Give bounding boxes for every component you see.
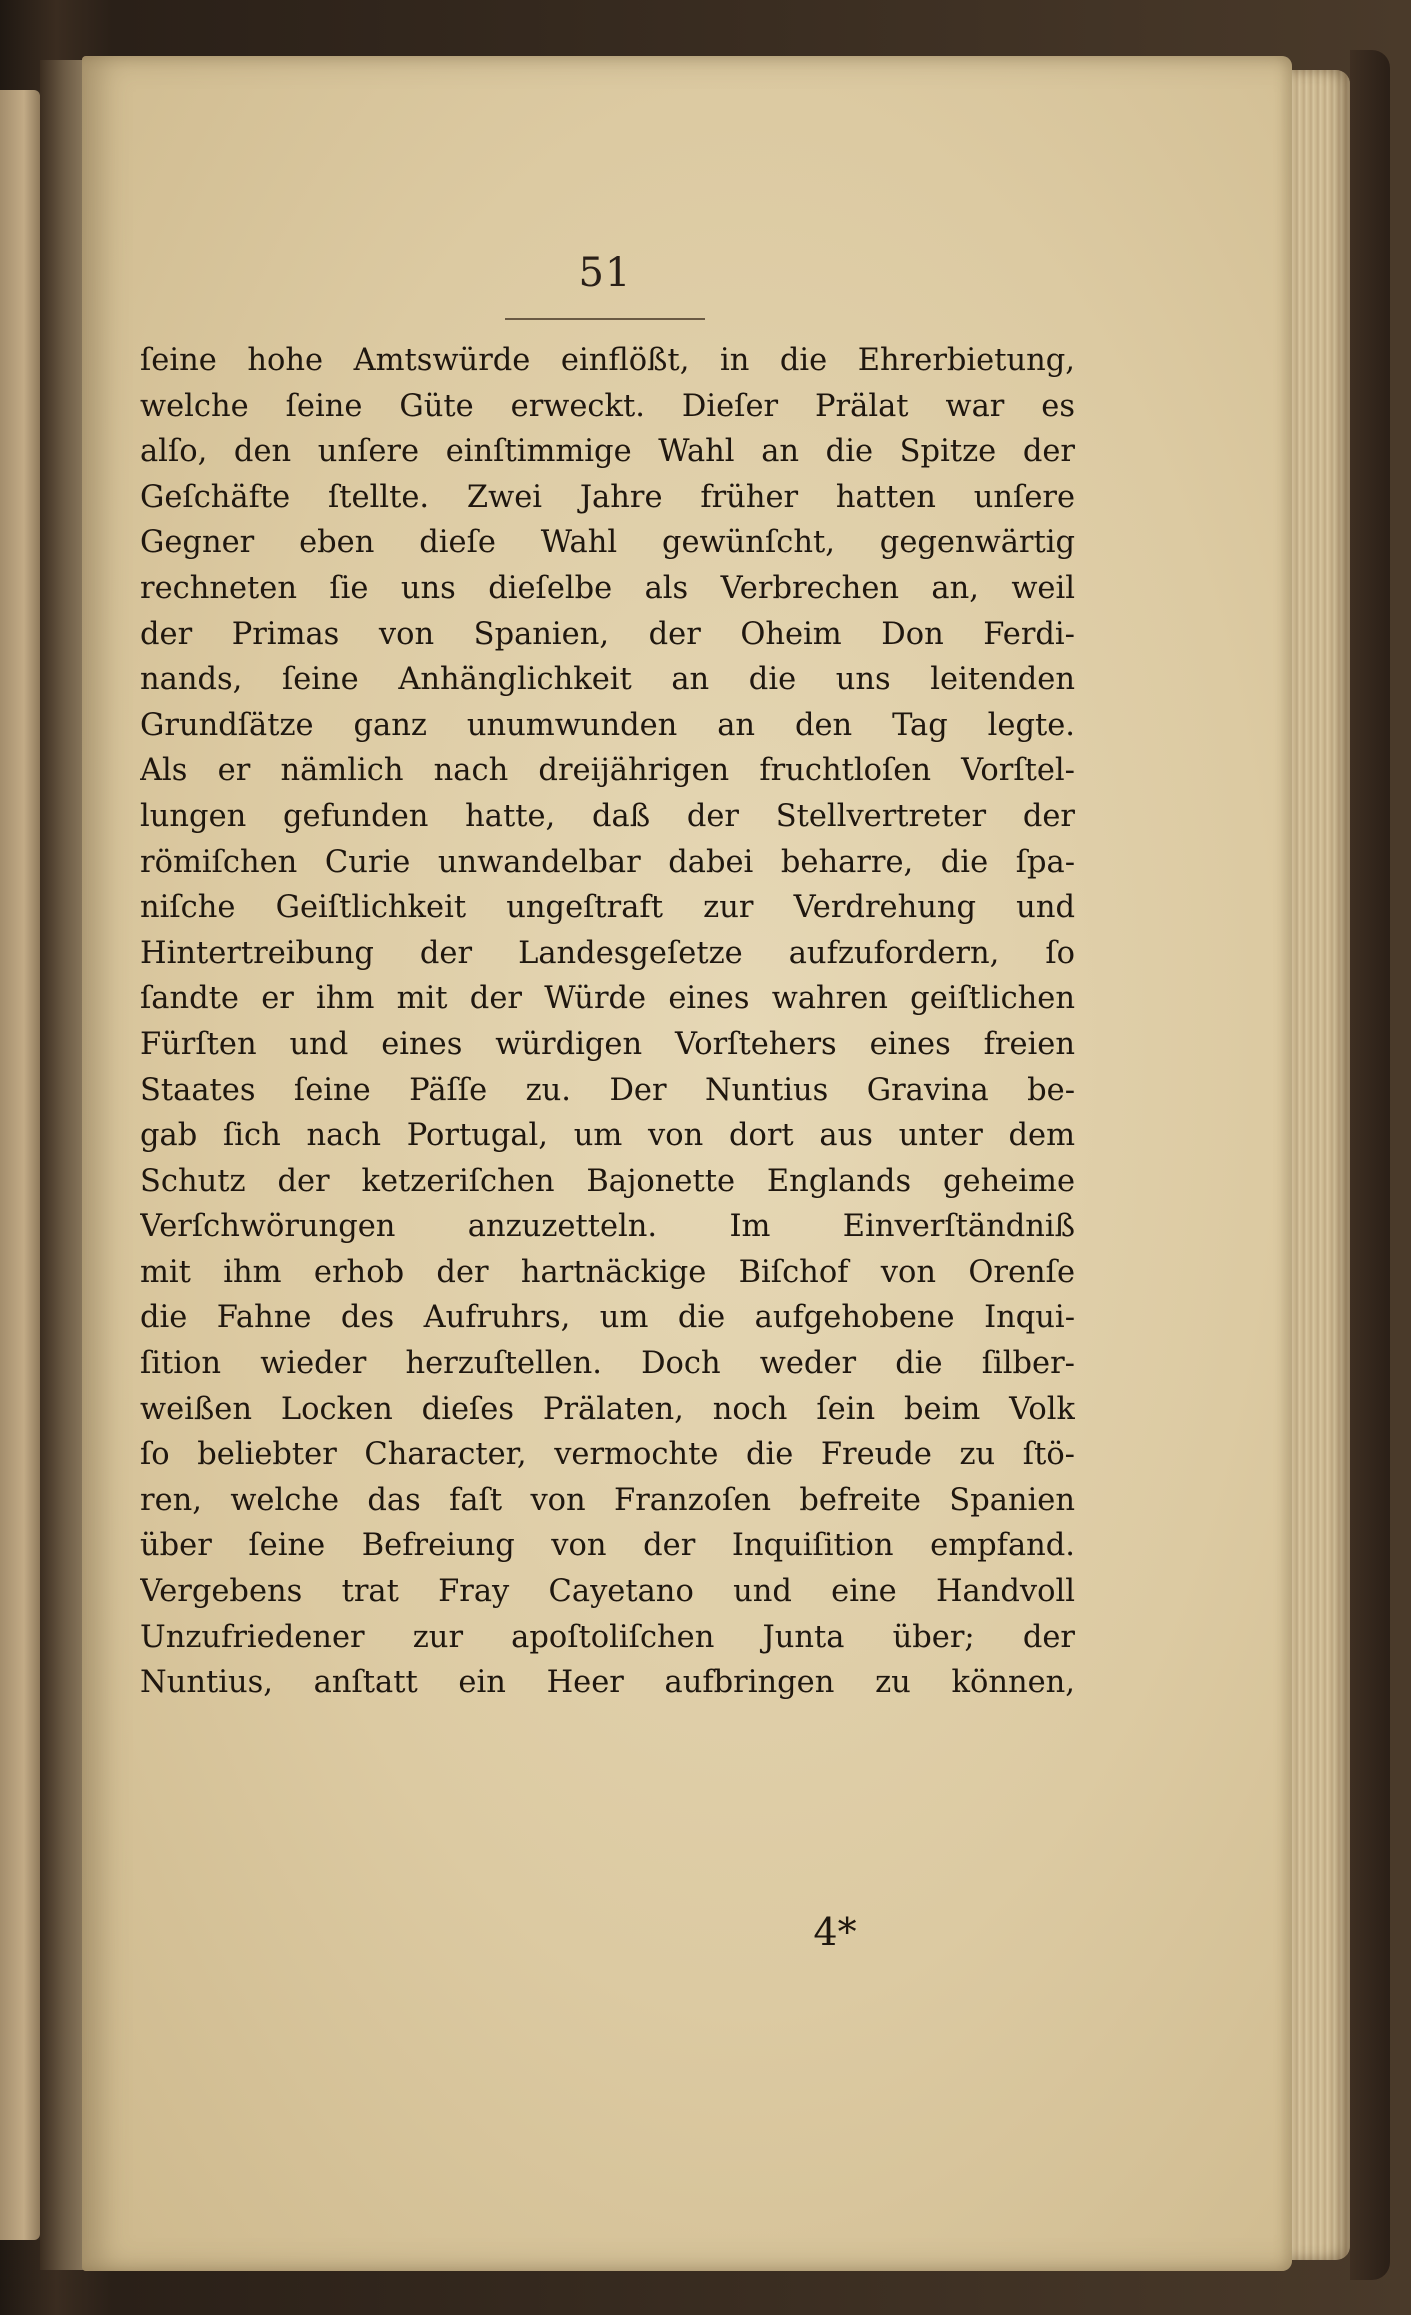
text-line: ſo beliebter Character, vermochte die Freude zu ſtö- — [140, 1437, 1075, 1473]
text-line: die Fahne des Aufruhrs, um die aufgehobene Inqui- — [140, 1300, 1075, 1336]
text-line: Vergebens trat Fray Cayetano und eine Handvoll — [140, 1574, 1075, 1610]
text-line: ren, welche das faſt von Franzoſen befreite Spanien — [140, 1482, 1075, 1518]
text-line: Grundſätze ganz unumwunden an den Tag legte. — [140, 707, 1075, 743]
text-line: Hintertreibung der Landesgeſetze aufzufordern, ſo — [140, 935, 1075, 971]
text-line: der Primas von Spanien, der Oheim Don Ferdi- — [140, 616, 1075, 652]
text-line: welche ſeine Güte erweckt. Dieſer Prälat war es — [140, 388, 1075, 424]
text-line: rechneten ſie uns dieſelbe als Verbrechen an, weil — [140, 570, 1075, 606]
text-line: Unzufriedener zur apoſtoliſchen Junta über; der — [140, 1619, 1075, 1655]
text-line: nands, ſeine Anhänglichkeit an die uns leitenden — [140, 662, 1075, 698]
text-line: Nuntius, anſtatt ein Heer aufbringen zu können, — [140, 1665, 1075, 1701]
text-line: ſition wieder herzuſtellen. Doch weder die ſilber- — [140, 1346, 1075, 1382]
text-line: alſo, den unſere einſtimmige Wahl an die Spitze der — [140, 434, 1075, 470]
text-line: Gegner eben dieſe Wahl gewünſcht, gegenwärtig — [140, 525, 1075, 561]
signature-mark: 4* — [813, 1910, 857, 1954]
text-line: Schutz der ketzeriſchen Bajonette Englands geheime — [140, 1163, 1075, 1199]
header-rule — [505, 318, 705, 320]
text-line: Staates ſeine Päſſe zu. Der Nuntius Gravina be- — [140, 1072, 1075, 1108]
text-line: Geſchäfte ſtellte. Zwei Jahre früher hatten unſere — [140, 479, 1075, 515]
text-line: Als er nämlich nach dreijährigen fruchtloſen Vorſtel- — [140, 753, 1075, 789]
text-line: niſche Geiſtlichkeit ungeſtraft zur Verdrehung und — [140, 890, 1075, 926]
text-line: Fürſten und eines würdigen Vorſtehers eines freien — [140, 1026, 1075, 1062]
text-line: weißen Locken dieſes Prälaten, noch ſein beim Volk — [140, 1391, 1075, 1427]
text-line: lungen gefunden hatte, daß der Stellvertreter der — [140, 798, 1075, 834]
page-number: 51 — [578, 250, 632, 296]
text-line: ſeine hohe Amtswürde einflößt, in die Ehrerbietung, — [140, 343, 1075, 378]
text-line: römiſchen Curie unwandelbar dabei beharre, die ſpa- — [140, 844, 1075, 880]
page-edges — [1292, 70, 1350, 2260]
body-text — [140, 338, 1075, 1706]
text-line: Verſchwörungen anzuzetteln. Im Einverſtändniß — [140, 1209, 1075, 1245]
text-line: gab ſich nach Portugal, um von dort aus unter dem — [140, 1118, 1075, 1154]
text-line: mit ihm erhob der hartnäckige Biſchof von Orenſe — [140, 1254, 1075, 1290]
text-line: ſandte er ihm mit der Würde eines wahren geiſtlichen — [140, 981, 1075, 1017]
previous-page-edge — [0, 90, 40, 2240]
book-cover-edge — [1350, 50, 1390, 2280]
text-line: über ſeine Befreiung von der Inquiſition empfand. — [140, 1528, 1075, 1564]
